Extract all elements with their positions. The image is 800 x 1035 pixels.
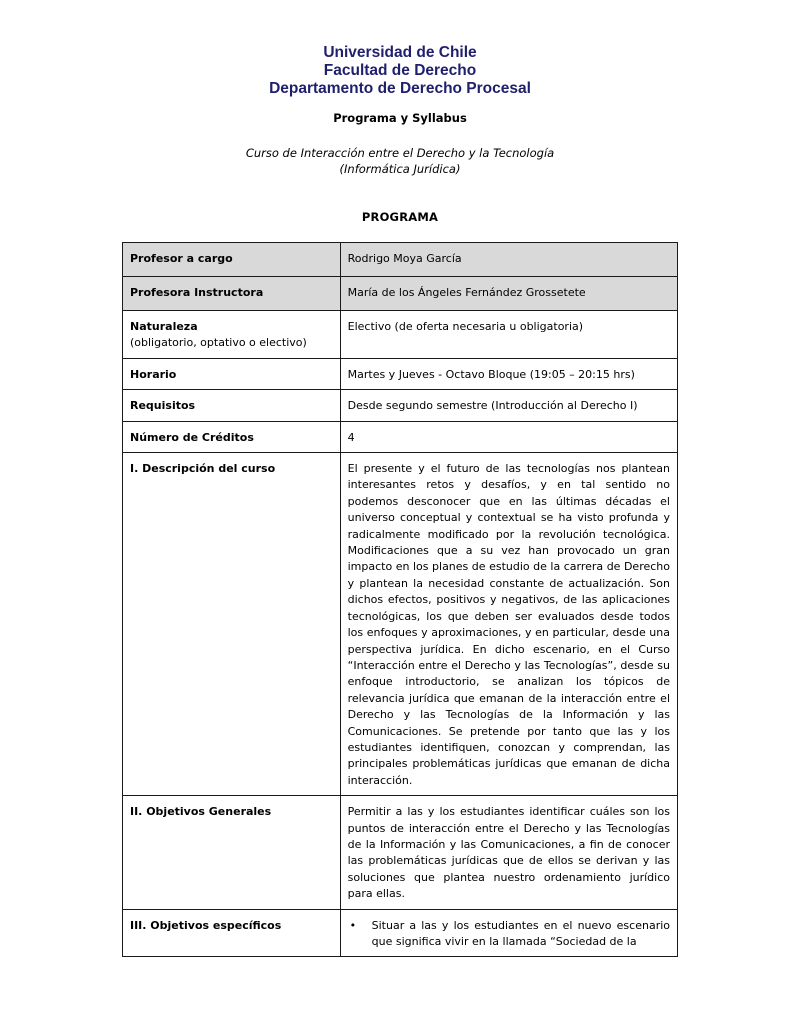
course-title: Curso de Interacción entre el Derecho y la Tecnología xyxy=(245,146,555,160)
course-subtitle: (Informática Jurídica) xyxy=(339,162,461,176)
row-value: Rodrigo Moya García xyxy=(340,243,677,277)
row-label-hint: (obligatorio, optativo o electivo) xyxy=(130,336,307,350)
row-label: Profesor a cargo xyxy=(123,243,341,277)
row-label: Número de Créditos xyxy=(123,421,341,452)
row-label: I. Descripción del curso xyxy=(123,453,341,796)
institution-header xyxy=(0,44,800,98)
table-row xyxy=(123,421,678,452)
row-value: Electivo (de oferta necesaria u obligatoria) xyxy=(340,311,677,359)
list-item xyxy=(348,918,670,951)
row-value: Martes y Jueves - Octavo Bloque (19:05 – 20:15 hrs) xyxy=(340,358,677,389)
table-row xyxy=(123,243,678,277)
general-objectives: Permitir a las y los estudiantes identificar cuáles son los puntos de interacción entre el Derecho y las Tecnologías de la Información y las Comunicaciones, a fin de conocer las problemáticas jurídicas que de ellos se derivan y las soluciones que plantea nuestro ordenamiento jurídico para ellas. xyxy=(340,796,677,909)
university-name: Universidad de Chile xyxy=(323,44,477,61)
row-value: María de los Ángeles Fernández Grossetete xyxy=(340,277,677,311)
table-row xyxy=(123,796,678,909)
row-label: Naturaleza xyxy=(130,320,198,333)
table-row xyxy=(123,277,678,311)
row-value: Desde segundo semestre (Introducción al Derecho I) xyxy=(340,390,677,421)
row-label: Requisitos xyxy=(123,390,341,421)
list-item-text: Situar a las y los estudiantes en el nuevo escenario que significa vivir en la llamada “Sociedad de la xyxy=(371,918,670,948)
table-row xyxy=(123,453,678,796)
table-row xyxy=(123,909,678,957)
faculty-name: Facultad de Derecho xyxy=(323,62,477,79)
row-label: III. Objetivos específicos xyxy=(123,909,341,957)
course-title-block xyxy=(0,145,800,177)
row-label-cell xyxy=(123,311,341,359)
program-table xyxy=(122,242,678,957)
bullet-icon: • xyxy=(349,918,357,932)
row-label: Profesora Instructora xyxy=(123,277,341,311)
row-label: Horario xyxy=(123,358,341,389)
specific-objectives xyxy=(340,909,677,957)
table-row xyxy=(123,311,678,359)
document-subtitle: Programa y Syllabus xyxy=(333,111,467,125)
table-row xyxy=(123,390,678,421)
course-description: El presente y el futuro de las tecnologías nos plantean interesantes retos y desafíos, y en tal sentido no podemos desconocer que en las últimas décadas el universo conceptual y contextual se ha visto profunda y radicalmente modificado por la revolución tecnológica. Modificaciones que a su vez han provocado un gran impacto en los planes de estudio de la carrera de Derecho y plantean la necesidad constante de actualización. Son dichos efectos, positivos y negativos, de las aplicaciones tecnológicas, los que deben ser evaluados desde todos los enfoques y aproximaciones, y en particular, desde una perspectiva jurídica. En dicho escenario, en el Curso “Interacción entre el Derecho y las Tecnologías”, desde su enfoque introductorio, se analizan los tópicos de relevancia jurídica que emanan de la interacción entre el Derecho y las Tecnologías de la Información y las Comunicaciones. Se pretende por tanto que las y los estudiantes identifiquen, conozcan y comprendan, las principales problemáticas jurídicas que emanan de dicha interacción. xyxy=(340,453,677,796)
row-label: II. Objetivos Generales xyxy=(123,796,341,909)
section-title: PROGRAMA xyxy=(361,210,439,224)
department-name: Departamento de Derecho Procesal xyxy=(269,80,531,97)
row-value: 4 xyxy=(340,421,677,452)
table-row xyxy=(123,358,678,389)
